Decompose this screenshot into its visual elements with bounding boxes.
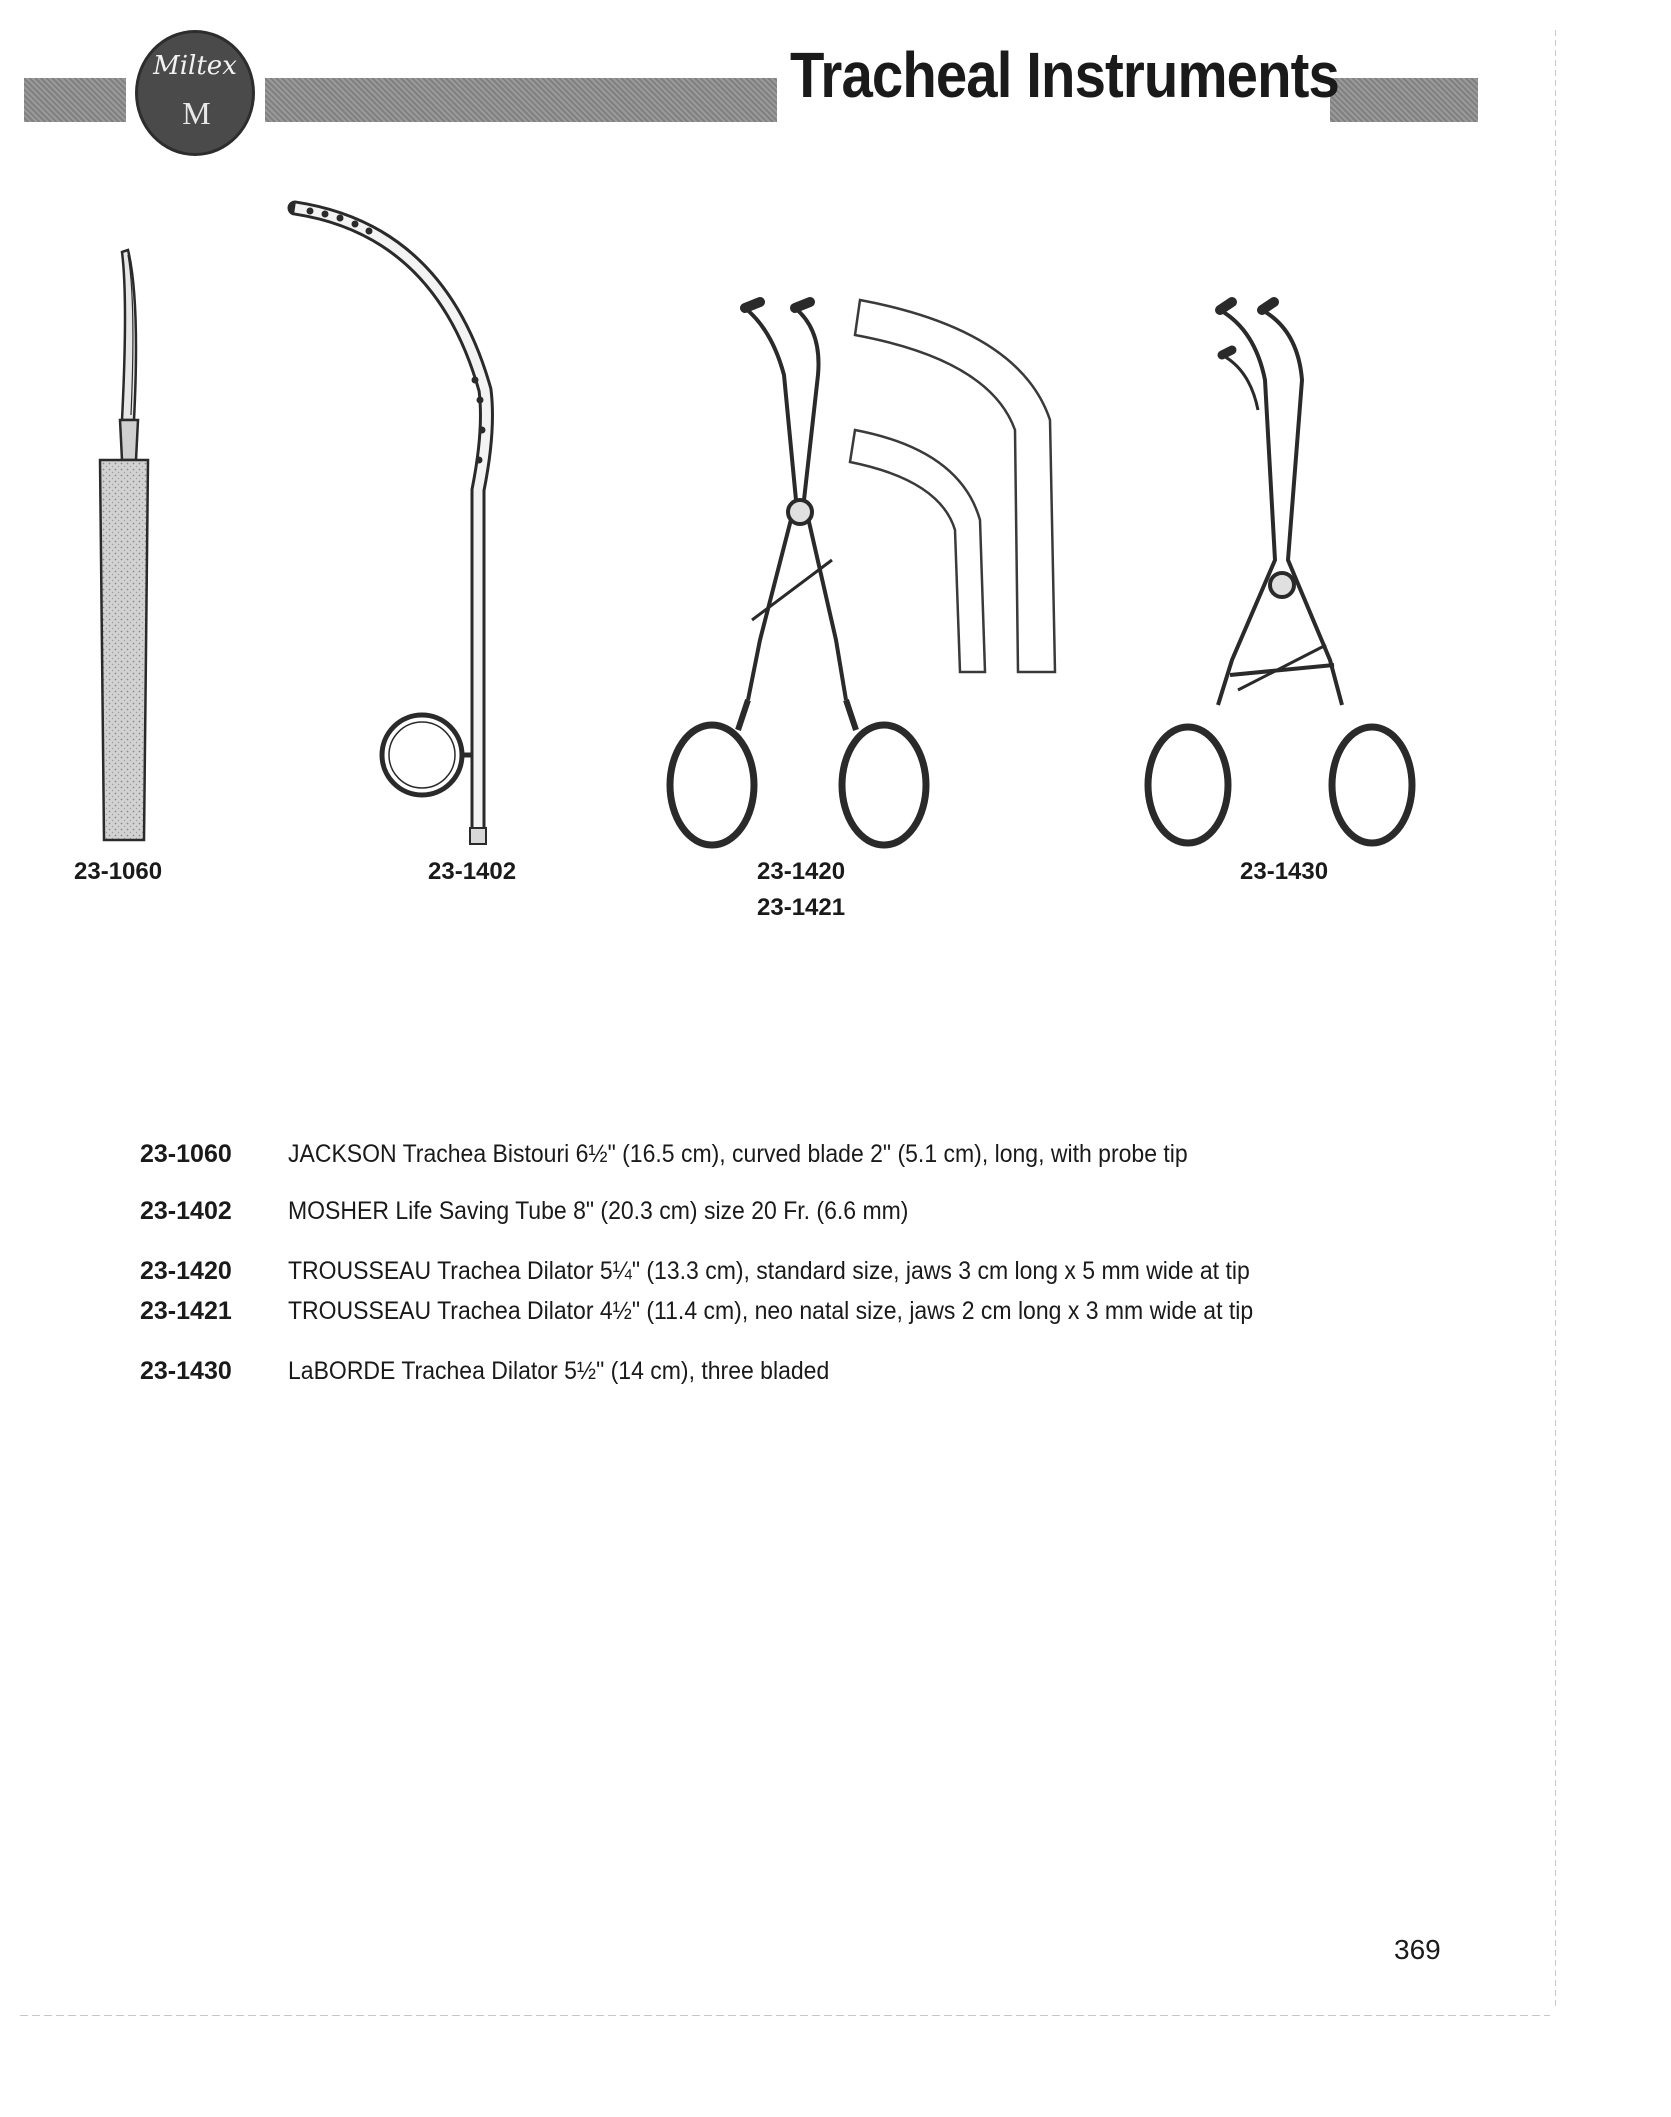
logo-script-text: Miltex	[153, 51, 237, 81]
figure-label-23-1430: 23-1430	[1240, 858, 1329, 885]
scan-edge-bottom	[20, 2015, 1550, 2016]
catalog-number: 23-1420	[140, 1257, 232, 1285]
figure-label-23-1420: 23-1420	[757, 858, 846, 885]
page-number: 369	[1394, 1934, 1441, 1965]
figure-label-23-1060: 23-1060	[74, 858, 163, 885]
laborde-dilator-illustration	[1148, 302, 1412, 843]
scan-edge-right	[1555, 30, 1556, 2010]
figure-label-23-1402: 23-1402	[428, 858, 517, 885]
catalog-description: JACKSON Trachea Bistouri 6½" (16.5 cm), curved blade 2" (5.1 cm), long, with probe tip	[288, 1140, 1188, 1168]
catalog-description: TROUSSEAU Trachea Dilator 5¼" (13.3 cm), standard size, jaws 3 cm long x 5 mm wide at tip	[288, 1257, 1250, 1285]
catalog-number: 23-1421	[140, 1297, 232, 1325]
logo-monogram: M	[182, 95, 208, 131]
trousseau-dilator-illustration	[670, 302, 926, 845]
catalog-description: LaBORDE Trachea Dilator 5½" (14 cm), three bladed	[288, 1357, 830, 1385]
mosher-tube-illustration	[295, 208, 486, 844]
dilator-jaw-outlines	[850, 300, 1055, 672]
catalog-number: 23-1060	[140, 1140, 232, 1168]
figure-label-23-1421: 23-1421	[757, 894, 846, 921]
catalog-number: 23-1402	[140, 1197, 232, 1225]
catalog-description: TROUSSEAU Trachea Dilator 4½" (11.4 cm), neo natal size, jaws 2 cm long x 3 mm wide at tip	[288, 1297, 1254, 1325]
bistouri-illustration	[100, 250, 148, 840]
catalog-description: MOSHER Life Saving Tube 8" (20.3 cm) size 20 Fr. (6.6 mm)	[288, 1197, 909, 1225]
catalog-number: 23-1430	[140, 1357, 232, 1385]
instrument-illustrations	[0, 0, 1671, 960]
page-title: Tracheal Instruments	[790, 39, 1339, 111]
